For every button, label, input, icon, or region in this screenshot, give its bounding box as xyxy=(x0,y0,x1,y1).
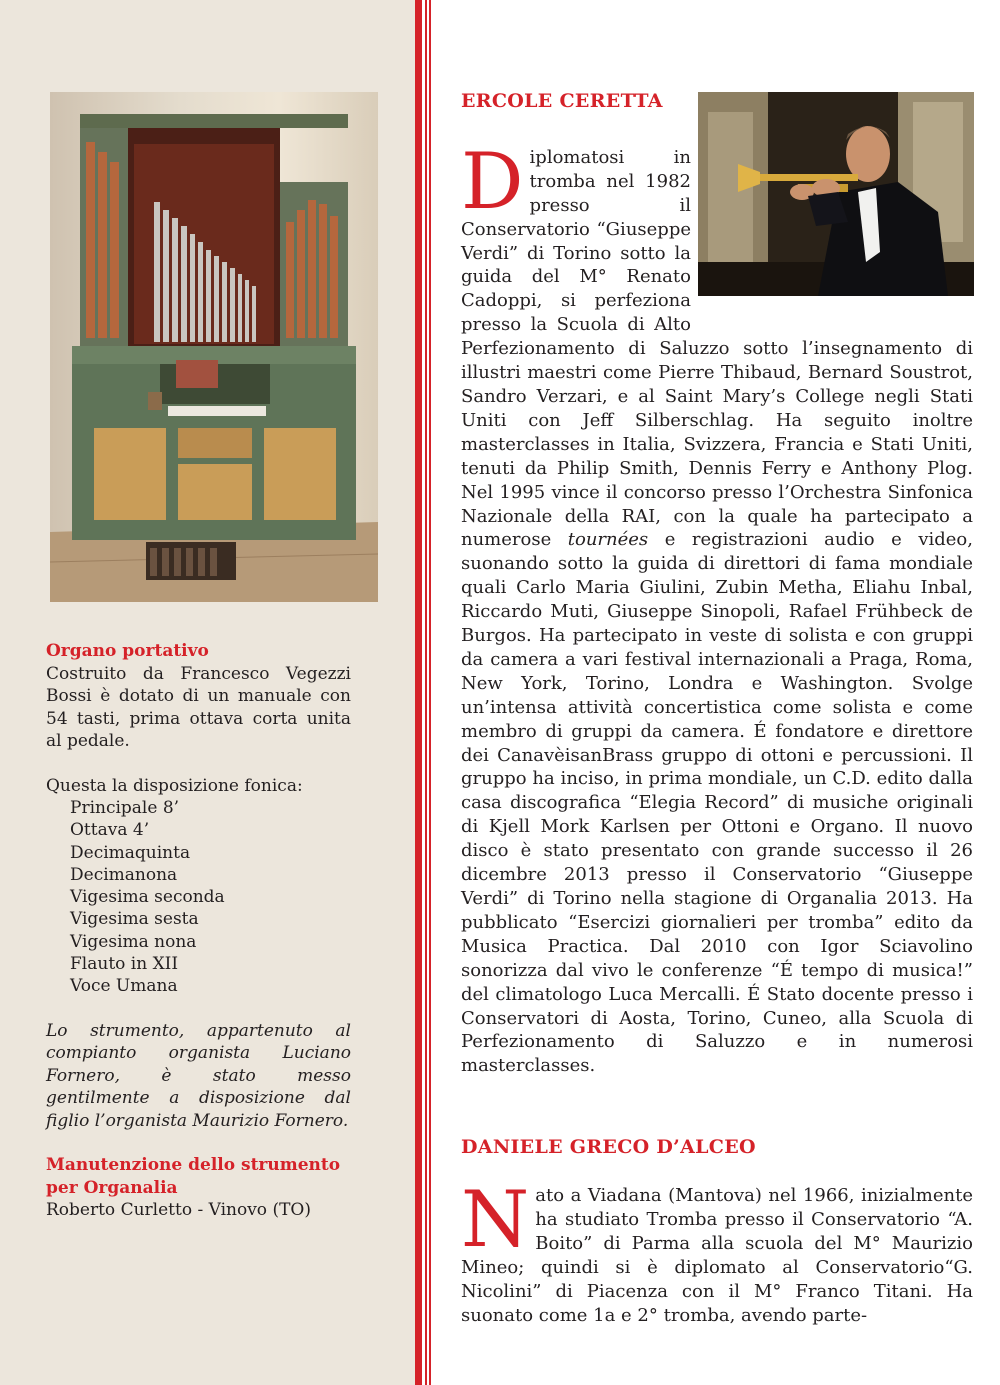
stop-item: Principale 8’ xyxy=(70,798,180,818)
stop-item: Vigesima nona xyxy=(70,931,197,952)
disposition-intro: Questa la disposizione fonica: xyxy=(46,775,303,796)
trumpet-player-photo xyxy=(698,92,974,296)
section-title-greco: DANIELE GRECO D’ALCEO xyxy=(461,1136,756,1159)
organ-photo xyxy=(50,92,378,602)
stop-item: Flauto in XII xyxy=(70,954,179,975)
ceretta-bio-text-2: e registrazioni audio e video, suonando sotto la guida di direttori di fama mondiale quali Carlo Maria Giulini, Zubin Metha, Eliahu Inbal, Riccardo Muti, Giuseppe Sinopoli, Rafael Frühbeck de Burgos. Ha partecipato in veste di solista e con gruppi da camera a vari festival internazionali a Praga, Roma, New York, Torino, Londra e Washington. Svolge un’intensa attività concertistica come solista e come membro di gruppi da camera. É fondatore e direttore dei CanavèisanBrass gruppo di ottoni e percussioni. Il gruppo ha inciso, in prima mondiale, un C.D. edito dalla casa discografica “Elegia Record” di musiche originali di Kjell Mork Karlsen per Ottoni e Organo. Il nuovo disco è stato presentato con grande successo il 26 dicembre 2013 presso il Conservatorio “Giuseppe Verdi” di Torino nella stagione di Organalia 2013. Ha pubblicato “Esercizi giornalieri per tromba” edito da Musica Practica. Dal 2010 con Igor Sciavolino sonorizza dal vivo le conferenze “É tempo di musica!” del climatologo Luca Mercalli. É Stato docente presso i Conservatori di Aosta, Torino, Cuneo, alla Scuola di Perfezionamento di Saluzzo e in numerosi masterclasses. xyxy=(461,529,973,1077)
greco-bio xyxy=(461,1175,973,1327)
provenance-note: Lo strumento, appartenuto al compianto organista Luciano Fornero, è stato messo gentilmente a disposizione dal figlio l’organista Maurizio Fornero. xyxy=(46,1020,351,1131)
greco-bio-text: ato a Viadana (Mantova) nel 1966, inizialmente ha studiato Tromba presso il Conservatorio “A. Boito” di Parma alla scuola del M° Maurizio Mineo; quindi si è diplomato al Conservatorio“G. Nicolini” di Piacenza con il M° Franco Titani. Ha suonato come 1a e 2° tromba, avendo parte- xyxy=(461,1185,973,1326)
divider-thin-2 xyxy=(429,0,431,1385)
stop-item: Decimanona xyxy=(70,864,178,885)
organ-title: Organo portativo xyxy=(46,641,209,661)
ceretta-bio-italic: tournées xyxy=(567,529,649,551)
ceretta-bio-text-1: iplomatosi in tromba nel 1982 presso il Conservatorio “Giuseppe Verdi” di Torino sotto la guida del M° Renato Cadoppi, si perfeziona presso la Scuola di Alto Perfezionamento di Saluzzo sotto l’insegnamento di illustri maestri come Pierre Thibaud, Bernard Soustrot, Sandro Verzari, e al Saint Mary’s College negli Stati Uniti con Jeff Silberschlag. Ha seguito inoltre masterclasses in Italia, Svizzera, Francia e Stati Uniti, tenuti da Philip Smith, Dennis Ferry e Anthony Plog. Nel 1995 vince il concorso presso l’Orchestra Sinfonica Nazionale della RAI, con la quale ha partecipato a numerose xyxy=(461,146,973,551)
stop-item: Decimaquinta xyxy=(70,842,191,863)
organ-desc: Costruito da Francesco Vegezzi Bossi è dotato di un manuale con 54 tasti, prima ottava corta unita al pedale. xyxy=(46,663,351,751)
section-title-ceretta: ERCOLE CERETTA xyxy=(461,90,663,112)
maintenance-name: Roberto Curletto - Vinovo (TO) xyxy=(46,1200,311,1221)
dropcap-d: D xyxy=(461,136,524,227)
stop-item: Voce Umana xyxy=(70,976,178,997)
maintenance-title: Manutenzione dello strumento per Organalia xyxy=(46,1155,341,1198)
biographies xyxy=(461,90,973,1328)
stop-item: Ottava 4’ xyxy=(70,820,150,841)
dropcap-n: N xyxy=(461,1175,530,1266)
divider-thin xyxy=(425,0,427,1385)
stop-item: Vigesima seconda xyxy=(70,887,225,908)
stop-item: Vigesima sesta xyxy=(70,909,199,930)
divider-thick xyxy=(415,0,422,1385)
organ-description xyxy=(46,640,351,1222)
stop-list xyxy=(46,797,351,998)
